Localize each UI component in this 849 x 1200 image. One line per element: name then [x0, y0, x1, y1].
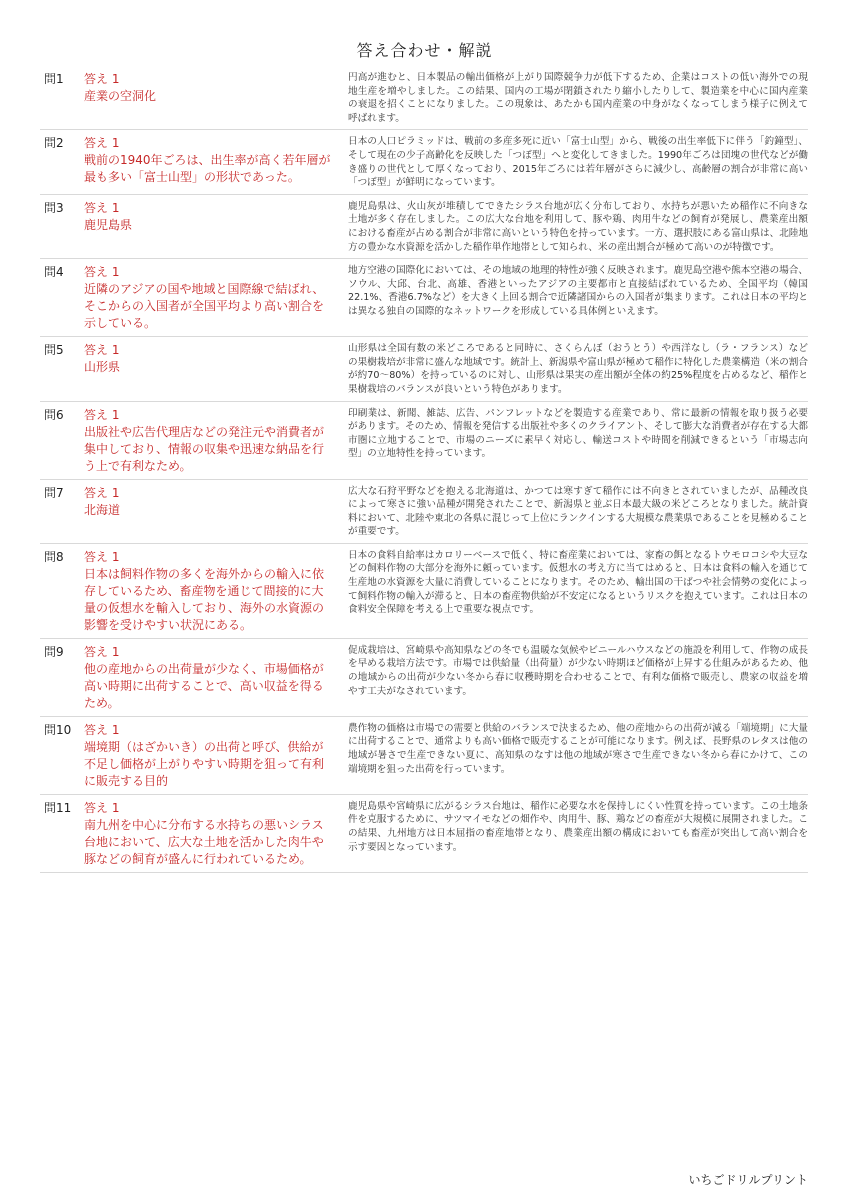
answer-cell — [78, 722, 340, 790]
answer-label: 答え 1 — [84, 644, 120, 659]
answer-label: 答え 1 — [84, 800, 120, 815]
question-row — [40, 480, 808, 544]
explanation-text: 鹿児島県は、火山灰が堆積してできたシラス台地が広く分布しており、水持ちが悪いため稲作に不向きな土地が多く存在しました。この広大な台地を利用して、豚や鶏、肉用牛などの飼育が発展し、農業産出額における畜産が占める割合が非常に高いという特色を持っています。一方、選択肢にある富山県は、北陸地方の豊かな水資源を活かした稲作単作地帯として知られ、米の産出割合が極めて高いのが特徴です。 — [348, 200, 808, 253]
question-row — [40, 402, 808, 480]
question-row — [40, 639, 808, 717]
explanation-text: 促成栽培は、宮崎県や高知県などの冬でも温暖な気候やビニールハウスなどの施設を利用して、作物の成長を早める栽培方法です。市場では供給量（出荷量）が少ない時期ほど価格が上昇する仕組みがあるため、他の地域からの出荷が少ない冬から春に収穫時期を合わせることで、有利な価格で販売し、農家の収益を増やす工夫がなされています。 — [348, 644, 808, 697]
answer-cell — [78, 407, 340, 475]
answer-text: 近隣のアジアの国や地域と国際線で結ばれ、そこからの入国者が全国平均より高い割合を示している。 — [84, 282, 325, 331]
answer-cell — [78, 800, 340, 868]
answer-cell — [78, 485, 340, 539]
question-row — [40, 66, 808, 130]
question-number: 問3 — [44, 200, 64, 215]
answer-cell — [78, 342, 340, 396]
answer-text: 他の産地からの出荷量が少なく、市場価格が高い時期に出荷することで、高い収益を得るため。 — [84, 661, 324, 710]
question-number: 問5 — [44, 343, 64, 358]
answer-label: 答え 1 — [84, 407, 120, 422]
explanation-text: 農作物の価格は市場での需要と供給のバランスで決まるため、他の産地からの出荷が減る「端境期」に大量に出荷することで、通常よりも高い価格で販売することが可能になります。例えば、長野県のレタスは他の地域が暑さで生産できない夏に、高知県のなすは他の地域が寒さで生産できない冬から春にかけて、この端境期を狙った出荷を行っています。 — [348, 722, 808, 775]
answer-text: 日本は飼料作物の多くを海外からの輸入に依存しているため、畜産物を通じて間接的に大量の仮想水を輸入しており、海外の水資源の影響を受けやすい状況にある。 — [84, 566, 325, 632]
answer-text: 端境期（はざかいき）の出荷と呼び、供給が不足し価格が上がりやすい時期を狙って有利に販売する目的 — [84, 739, 325, 788]
explanation-text: 広大な石狩平野などを抱える北海道は、かつては寒すぎて稲作には不向きとされていましたが、品種改良によって寒さに強い品種が開発されたことで、新潟県と並ぶ日本最大級の米どころとなりました。統計資料において、北陸や東北の各県に混じって上位にランクインする大規模な農業県であることを見極めることが重要です。 — [348, 485, 808, 538]
question-number: 問9 — [44, 644, 64, 659]
explanation-text: 円高が進むと、日本製品の輸出価格が上がり国際競争力が低下するため、企業はコストの低い海外での現地生産を増やしました。この結果、国内の工場が閉鎖されたり縮小したりして、製造業を中心に国内産業の衰退を招くことになりました。この現象は、あたかも国内産業の中身がなくなってしまう様子に例えて呼ばれます。 — [348, 72, 808, 124]
question-number: 問6 — [44, 407, 64, 422]
answer-label: 答え 1 — [84, 72, 120, 86]
page-title: 答え合わせ・解説 — [356, 41, 493, 60]
answer-text: 山形県 — [84, 360, 121, 375]
question-number: 問10 — [44, 722, 72, 737]
explanation-text: 鹿児島県や宮崎県に広がるシラス台地は、稲作に必要な水を保持しにくい性質を持っています。この土地条件を克服するために、サツマイモなどの畑作や、肉用牛、豚、鶏などの畜産が大規模に展開されました。この結果、九州地方は日本屈指の畜産地帯となり、農業産出額の構成においても畜産が突出して高い割合を示す要因となっています。 — [348, 800, 808, 853]
answer-text: 戦前の1940年ごろは、出生率が高く若年層が最も多い「富士山型」の形状であった。 — [84, 153, 331, 185]
answer-label: 答え 1 — [84, 265, 120, 280]
answer-cell — [78, 135, 340, 189]
explanation-text: 日本の人口ピラミッドは、戦前の多産多死に近い「富士山型」から、戦後の出生率低下に伴う「釣鐘型」、そして現在の少子高齢化を反映した「つぼ型」へと変化してきました。1990年ごろは団塊の世代などが働き盛りの世代として厚くなっており、2015年ごろには若年層がさらに減少し、高齢層の割合が非常に高い「つぼ型」が鮮明になっています。 — [348, 136, 808, 189]
answer-label: 答え 1 — [84, 722, 120, 737]
answer-text: 南九州を中心に分布する水持ちの悪いシラス台地において、広大な土地を活かした肉牛や豚などの飼育が盛んに行われているため。 — [84, 817, 324, 866]
question-number: 問4 — [44, 265, 64, 280]
answer-label: 答え 1 — [84, 485, 120, 500]
question-number: 問1 — [44, 72, 64, 86]
question-row — [40, 337, 808, 401]
question-number: 問2 — [44, 136, 64, 151]
answer-cell — [78, 264, 340, 332]
answer-cell — [78, 549, 340, 634]
answer-label: 答え 1 — [84, 549, 120, 564]
question-number: 問7 — [44, 485, 64, 500]
question-number: 問11 — [44, 800, 72, 815]
question-row — [40, 544, 808, 639]
answer-table — [40, 66, 808, 873]
answer-label: 答え 1 — [84, 200, 120, 215]
question-row — [40, 130, 808, 194]
answer-text: 出版社や広告代理店などの発注元や消費者が集中しており、情報の収集や迅速な納品を行う上で有利なため。 — [84, 424, 325, 473]
question-number: 問8 — [44, 549, 64, 564]
answer-label: 答え 1 — [84, 343, 120, 358]
explanation-text: 地方空港の国際化においては、その地域の地理的特性が強く反映されます。鹿児島空港や熊本空港の場合、ソウル、大邱、台北、高雄、香港といったアジアの主要都市と直接結ばれているため、全国平均（韓国22.1%、香港6.7%など）を大きく上回る割合で近隣諸国からの入国者が集まります。これは日本の平均とは異なる独自の国際的なネットワークを形成している具体例といえます。 — [348, 265, 808, 317]
explanation-text: 山形県は全国有数の米どころであると同時に、さくらんぼ（おうとう）や西洋なし（ラ・フランス）などの果樹栽培が非常に盛んな地域です。統計上、新潟県や富山県が極めて稲作に特化した農業構造（米の割合が約70〜80%）を持っているのに対し、山形県は果実の産出額が全体の約25%程度を占めるなど、稲作と果樹栽培のバランスが良いという特色があります。 — [348, 343, 808, 395]
answer-text: 鹿児島県 — [84, 217, 133, 232]
answer-cell — [78, 644, 340, 712]
explanation-text: 日本の食料自給率はカロリーベースで低く、特に畜産業においては、家畜の餌となるトウモロコシや大豆などの飼料作物の大部分を海外に頼っています。仮想水の考え方に当てはめると、日本は食料の輸入を通じて生産地の水資源を大量に消費していることになります。そのため、輸出国の干ばつや社会情勢の変化によって飼料作物の輸入が滞ると、日本の畜産物供給が不安定になるというリスクを抱えています。これは日本の食料安全保障を考える上で重要な視点です。 — [348, 549, 808, 616]
question-row — [40, 717, 808, 795]
question-row — [40, 795, 808, 873]
question-row — [40, 195, 808, 259]
answer-cell — [78, 200, 340, 254]
answer-text: 北海道 — [84, 502, 121, 517]
footer-brand: いちごドリルプリント — [688, 1173, 808, 1187]
explanation-text: 印刷業は、新聞、雑誌、広告、パンフレットなどを製造する産業であり、常に最新の情報を取り扱う必要があります。そのため、情報を発信する出版社や多くのクライアント、そして膨大な消費者が存在する大都市圏に立地することで、市場のニーズに素早く対応し、輸送コストや時間を削減できるという「市場志向型」の立地特性を持っています。 — [348, 407, 808, 460]
answer-text: 産業の空洞化 — [84, 89, 157, 103]
question-row — [40, 259, 808, 337]
answer-cell — [78, 71, 340, 125]
answer-label: 答え 1 — [84, 136, 120, 151]
